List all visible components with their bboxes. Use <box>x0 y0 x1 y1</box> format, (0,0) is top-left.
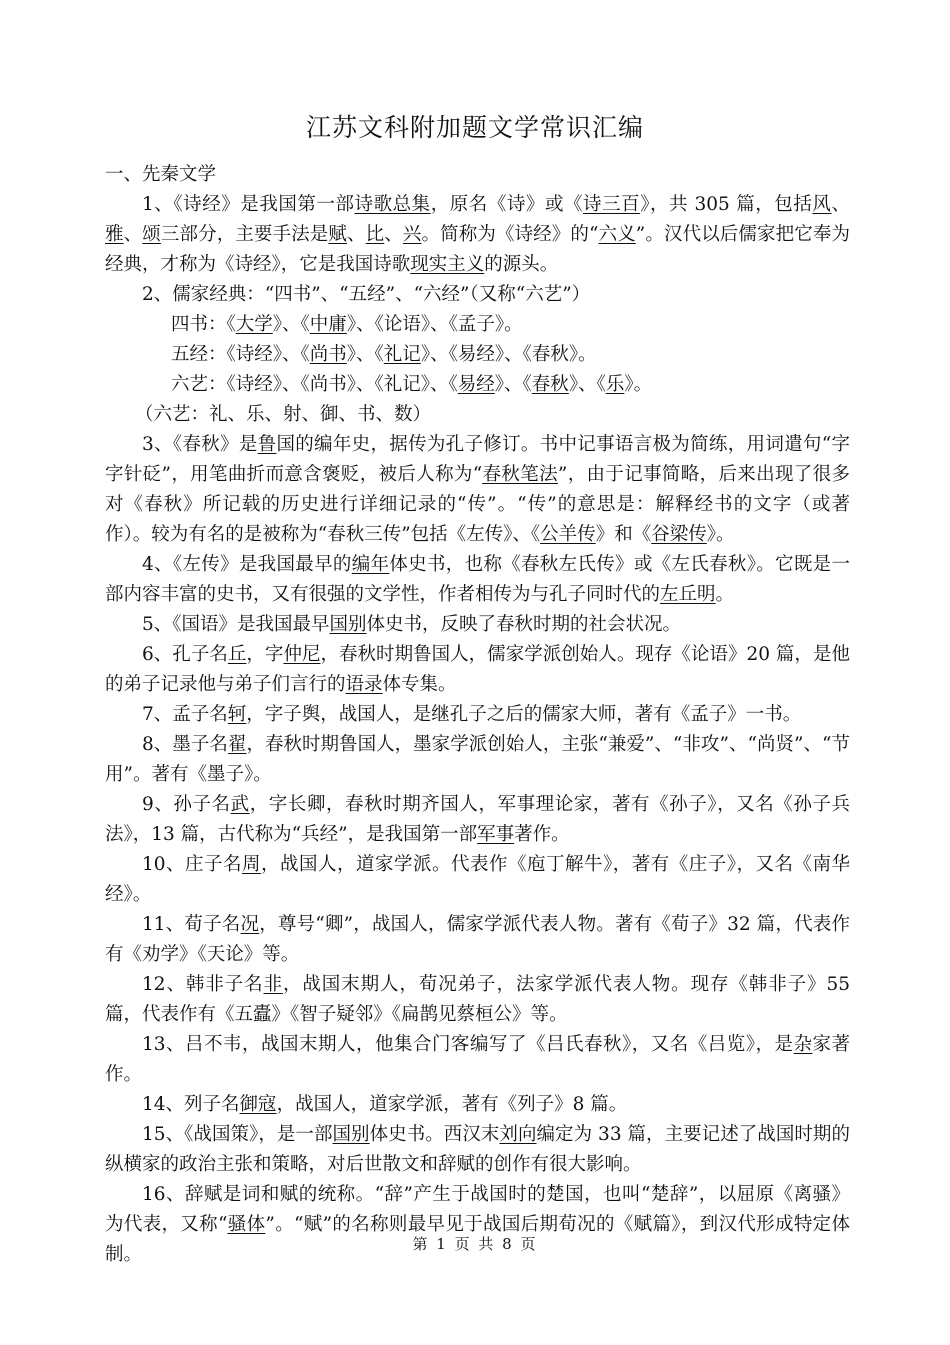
paragraph: 四书：《大学》、《中庸》、《论语》、《孟子》。 <box>171 314 523 335</box>
paragraph: 6、孔子名丘，字仲尼，春秋时期鲁国人，儒家学派创始人。现存《论语》20 篇，是他的弟子记录他与弟子们言行的语录体专集。 <box>105 644 850 695</box>
document-title: 江苏文科附加题文学常识汇编 <box>305 113 644 142</box>
paragraph: 五经：《诗经》、《尚书》、《礼记》、《易经》、《春秋》。 <box>171 344 597 365</box>
paragraph: 4、《左传》是我国最早的编年体史书，也称《春秋左氏传》或《左氏春秋》。它既是一部内容丰富的史书，又有很强的文学性，作者相传为与孔子同时代的左丘明。 <box>105 554 850 605</box>
paragraph: 15、《战国策》，是一部国别体史书。西汉末刘向编定为 33 篇，主要记述了战国时期的纵横家的政治主张和策略，对后世散文和辞赋的创作有很大影响。 <box>105 1124 850 1175</box>
paragraph: 8、墨子名翟，春秋时期鲁国人，墨家学派创始人，主张“兼爱”、“非攻”、“尚贤”、“节用”。著有《墨子》。 <box>105 734 850 785</box>
paragraph: 六艺：《诗经》、《尚书》、《礼记》、《易经》、《春秋》、《乐》。 <box>171 374 653 395</box>
document-body <box>105 160 850 1270</box>
paragraph: 12、韩非子名非，战国末期人，荀况弟子，法家学派代表人物。现存《韩非子》55 篇，代表作有《五蠹》《智子疑邻》《扁鹊见蔡桓公》等。 <box>105 974 850 1025</box>
paragraph: 11、荀子名况，尊号“卿”，战国人，儒家学派代表人物。著有《荀子》32 篇，代表作有《劝学》《天论》等。 <box>105 914 850 965</box>
paragraph: （六艺：礼、乐、射、御、书、数） <box>135 404 432 425</box>
paragraph: 13、吕不韦，战国末期人，他集合门客编写了《吕氏春秋》，又名《吕览》，是杂家著作。 <box>105 1034 850 1085</box>
paragraph: 5、《国语》是我国最早国别体史书，反映了春秋时期的社会状况。 <box>142 614 682 635</box>
paragraph: 3、《春秋》是鲁国的编年史，据传为孔子修订。书中记事语言极为简练，用词遣句“字字针砭”，用笔曲折而意含褒贬，被后人称为“春秋笔法”，由于记事简略，后来出现了很多对《春秋》所记载的历史进行详细记录的“传”。“传”的意思是：解释经书的文字（或著作）。较为有名的是被称为“春秋三传”包括《左传》、《公羊传》和《谷梁传》。 <box>105 434 850 545</box>
paragraph: 2、儒家经典：“四书”、“五经”、“六经”（又称“六艺”） <box>142 284 591 305</box>
paragraph: 1、《诗经》是我国第一部诗歌总集，原名《诗》或《诗三百》，共 305 篇，包括风、雅、颂三部分，主要手法是赋、比、兴。简称为《诗经》的“六义”。汉代以后儒家把它奉为经典，才称为《诗经》，它是我国诗歌现实主义的源头。 <box>105 194 850 275</box>
paragraph: 16、辞赋是词和赋的统称。“辞”产生于战国时的楚国，也叫“楚辞”，以屈原《离骚》为代表，又称“骚体”。“赋”的名称则最早见于战国后期荀况的《赋篇》，到汉代形成特定体制。 <box>105 1184 850 1265</box>
page-footer: 第 1 页 共 8 页 <box>412 1235 538 1253</box>
paragraph: 14、列子名御寇，战国人，道家学派，著有《列子》8 篇。 <box>142 1094 628 1115</box>
section-heading: 一、先秦文学 <box>105 164 217 185</box>
paragraph: 9、孙子名武，字长卿，春秋时期齐国人，军事理论家，著有《孙子》，又名《孙子兵法》，13 篇，古代称为“兵经”，是我国第一部军事著作。 <box>105 794 850 845</box>
paragraph: 7、孟子名轲，字子舆，战国人，是继孔子之后的儒家大师，著有《孟子》一书。 <box>142 704 802 725</box>
paragraph: 10、庄子名周，战国人，道家学派。代表作《庖丁解牛》，著有《庄子》，又名《南华经》。 <box>105 854 850 905</box>
